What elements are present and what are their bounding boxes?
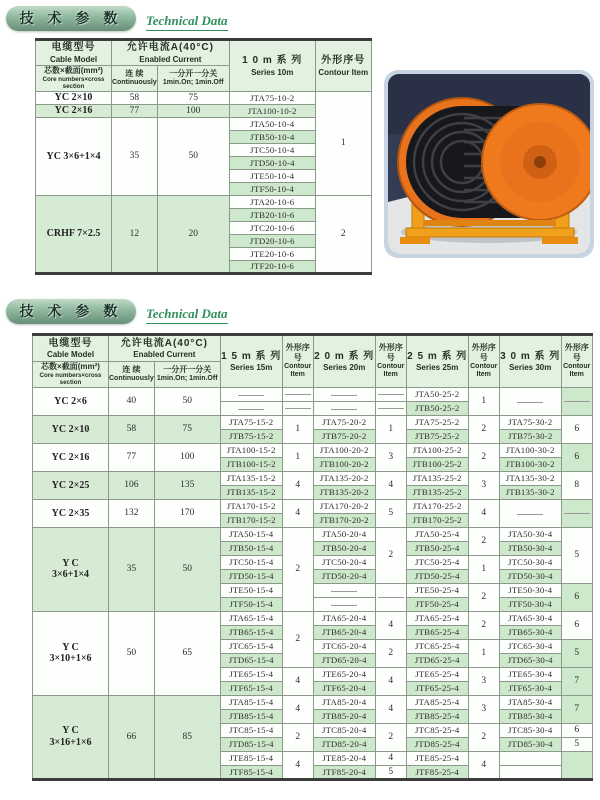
series-code-cell: JTB65-20-4 [313,625,375,639]
dash-placeholder [378,394,404,395]
onoff-current-cell: 100 [157,104,229,117]
col-header-continuously: 连 续 Continuously [112,66,158,92]
cable-model-cell: YC 2×10 [36,91,112,104]
dash-placeholder [564,513,590,514]
contour-item-cell [375,583,406,611]
series-code-cell: JTA85-20-4 [313,695,375,709]
dash-placeholder [331,395,357,396]
contour-item-cell: 2 [468,611,499,639]
contour-item-cell [561,387,592,415]
onoff-current-cell: 100 [154,443,220,471]
series-code-cell: JTA135-25-2 [406,471,468,485]
col-header-series: 2 0 m 系 列 Series 20m [313,335,375,388]
continuous-current-cell: 58 [112,91,158,104]
series-code-cell: JTA100-15-2 [220,443,282,457]
series-code-cell: JTA85-30-4 [499,695,561,709]
contour-item-cell: 2 [468,723,499,751]
series-code-cell [499,751,561,765]
series-code-cell: JTE85-20-4 [313,751,375,765]
dash-placeholder [564,401,590,402]
contour-item-cell: 4 [375,611,406,639]
series-code-cell [313,401,375,415]
series-code-cell: JTA65-15-4 [220,611,282,625]
cable-model-cell: YC 2×6 [33,387,109,415]
cable-model-cell: YC 2×25 [33,471,109,499]
series-code-cell: JTB50-15-4 [220,541,282,555]
col-header-on-off: 一分开一分关 1min.On; 1min.Off [157,66,229,92]
col-header-series: 1 5 m 系 列 Series 15m [220,335,282,388]
series-code-cell [499,499,561,527]
table-row [36,195,372,208]
series-code-cell: JTA170-15-2 [220,499,282,513]
contour-item-cell: 1 [468,387,499,415]
series-code-cell: JTA75-15-2 [220,415,282,429]
contour-item-cell: 6 [561,723,592,737]
contour-item-cell: 8 [561,471,592,499]
dash-placeholder [238,409,264,410]
contour-item-cell: 2 [282,611,313,667]
series-code-cell: JTC65-25-4 [406,639,468,653]
dash-placeholder [378,597,404,598]
series-code-cell: JTB85-20-4 [313,709,375,723]
series-code-cell: JTA65-30-4 [499,611,561,625]
contour-item-cell: 3 [468,667,499,695]
contour-item-cell: 5 [561,737,592,751]
contour-item-cell: 1 [282,415,313,443]
series-code-cell: JTB100-20-2 [313,457,375,471]
series-code-cell: JTA20-10-6 [229,195,315,208]
series-code-cell: JTB170-15-2 [220,513,282,527]
series-code-cell: JTD65-30-4 [499,653,561,667]
continuous-current-cell: 106 [109,471,155,499]
contour-item-cell: 1 [315,91,371,195]
technical-data-table-10m [35,38,372,275]
series-code-cell: JTB75-15-2 [220,429,282,443]
contour-item-cell: 4 [282,751,313,779]
cable-reel-illustration [384,70,594,258]
dash-placeholder [331,605,357,606]
series-code-cell: JTB135-20-2 [313,485,375,499]
table-row [33,471,593,485]
series-code-cell: JTA135-30-2 [499,471,561,485]
onoff-current-cell: 50 [157,117,229,195]
col-header-series: 2 5 m 系 列 Series 25m [406,335,468,388]
series-code-cell: JTD50-15-4 [220,569,282,583]
continuous-current-cell: 77 [109,443,155,471]
section-title-badge [6,6,136,31]
series-code-cell: JTE50-25-4 [406,583,468,597]
contour-item-cell: 5 [561,639,592,667]
series-code-cell: JTD85-25-4 [406,737,468,751]
series-code-cell: JTF50-15-4 [220,597,282,611]
series-code-cell: JTB85-15-4 [220,709,282,723]
contour-item-cell: 2 [282,723,313,751]
series-code-cell: JTF85-25-4 [406,765,468,779]
series-code-cell: JTD50-10-4 [229,156,315,169]
continuous-current-cell: 50 [109,611,155,695]
series-code-cell: JTA75-20-2 [313,415,375,429]
dash-placeholder [285,408,311,409]
series-code-cell [220,387,282,401]
series-code-cell: JTA170-25-2 [406,499,468,513]
series-code-cell [499,765,561,779]
section-title-zh: 技 术 参 数 [19,303,123,319]
contour-item-cell [561,751,592,779]
series-code-cell [313,597,375,611]
col-header-enabled-current: 允许电流A(40°C) Enabled Current [109,335,221,362]
series-code-cell: JTA85-25-4 [406,695,468,709]
cable-model-cell: Y C 3×6+1×4 [33,527,109,611]
contour-item-cell: 4 [282,499,313,527]
cable-model-cell: YC 2×16 [36,104,112,117]
series-code-cell: JTC85-25-4 [406,723,468,737]
series-code-cell [313,583,375,597]
series-code-cell: JTF50-30-4 [499,597,561,611]
contour-item-cell: 1 [468,639,499,667]
contour-item-cell: 6 [561,443,592,471]
col-header-cable-model: 电缆型号 Cable Model [36,40,112,66]
table-row [33,443,593,457]
series-code-cell: JTF85-15-4 [220,765,282,779]
series-code-cell: JTC20-10-6 [229,221,315,234]
series-code-cell [499,387,561,415]
onoff-current-cell: 20 [157,195,229,273]
series-code-cell: JTF50-25-4 [406,597,468,611]
series-code-cell: JTB75-30-2 [499,429,561,443]
series-code-cell: JTB135-25-2 [406,485,468,499]
series-code-cell: JTA100-25-2 [406,443,468,457]
series-code-cell: JTC65-20-4 [313,639,375,653]
onoff-current-cell: 75 [154,415,220,443]
series-code-cell: JTA135-20-2 [313,471,375,485]
contour-item-cell: 2 [375,639,406,667]
continuous-current-cell: 35 [109,527,155,611]
col-header-contour-item: 外形序号 Contour Item [282,335,313,388]
contour-item-cell: 5 [561,527,592,583]
contour-item-cell: 5 [375,765,406,779]
table-row [36,91,372,104]
series-code-cell: JTA75-30-2 [499,415,561,429]
series-code-cell: JTD65-20-4 [313,653,375,667]
series-code-cell: JTB100-15-2 [220,457,282,471]
col-header-on-off: 一分开一分关 1min.On; 1min.Off [154,362,220,388]
table-row [33,695,593,709]
series-code-cell: JTA50-15-4 [220,527,282,541]
contour-item-cell: 4 [375,471,406,499]
series-code-cell: JTA50-25-2 [406,387,468,401]
series-code-cell: JTA50-10-4 [229,117,315,130]
table-row [33,611,593,625]
series-code-cell: JTC65-30-4 [499,639,561,653]
section-title-zh: 技 术 参 数 [19,10,123,26]
continuous-current-cell: 66 [109,695,155,779]
contour-item-cell: 2 [468,583,499,611]
series-code-cell: JTB50-30-4 [499,541,561,555]
section-title-badge [6,299,136,324]
series-code-cell: JTB170-25-2 [406,513,468,527]
onoff-current-cell: 75 [157,91,229,104]
section-title-en: Technical Data [146,306,228,324]
series-code-cell: JTF65-25-4 [406,681,468,695]
dash-placeholder [238,395,264,396]
onoff-current-cell: 135 [154,471,220,499]
dash-placeholder [285,394,311,395]
series-code-cell: JTE65-30-4 [499,667,561,681]
series-code-cell: JTD50-25-4 [406,569,468,583]
section-title-en: Technical Data [146,13,228,31]
series-code-cell: JTA85-15-4 [220,695,282,709]
contour-item-cell: 4 [375,695,406,723]
series-code-cell: JTA50-25-4 [406,527,468,541]
series-code-cell: JTB50-25-2 [406,401,468,415]
series-code-cell: JTB135-30-2 [499,485,561,499]
col-header-continuously: 连 续 Continuously [109,362,155,388]
series-code-cell: JTB135-15-2 [220,485,282,499]
cable-model-cell: CRHF 7×2.5 [36,195,112,273]
contour-item-cell: 4 [468,499,499,527]
series-code-cell: JTB50-25-4 [406,541,468,555]
series-code-cell: JTB50-20-4 [313,541,375,555]
series-code-cell: JTC50-10-4 [229,143,315,156]
table-row [33,527,593,541]
continuous-current-cell: 132 [109,499,155,527]
series-code-cell: JTE20-10-6 [229,247,315,260]
series-code-cell: JTA50-20-4 [313,527,375,541]
series-code-cell: JTC50-30-4 [499,555,561,569]
series-code-cell: JTB75-25-2 [406,429,468,443]
contour-item-cell: 2 [468,443,499,471]
dash-placeholder [517,402,543,403]
contour-item-cell: 1 [375,415,406,443]
contour-item-cell: 4 [282,695,313,723]
series-code-cell: JTF65-15-4 [220,681,282,695]
onoff-current-cell: 170 [154,499,220,527]
contour-item-cell: 2 [375,723,406,751]
series-code-cell: JTE85-15-4 [220,751,282,765]
series-code-cell: JTD50-20-4 [313,569,375,583]
series-code-cell: JTB65-25-4 [406,625,468,639]
series-code-cell: JTA170-20-2 [313,499,375,513]
series-code-cell: JTD50-30-4 [499,569,561,583]
series-code-cell: JTC85-30-4 [499,723,561,737]
table-row [33,499,593,513]
series-code-cell: JTC50-25-4 [406,555,468,569]
contour-item-cell: 7 [561,667,592,695]
series-code-cell: JTF50-10-4 [229,182,315,195]
continuous-current-cell: 58 [109,415,155,443]
contour-item-cell: 2 [468,415,499,443]
series-code-cell: JTE65-20-4 [313,667,375,681]
series-code-cell: JTB100-25-2 [406,457,468,471]
series-code-cell: JTE50-15-4 [220,583,282,597]
series-code-cell: JTA135-15-2 [220,471,282,485]
col-header-enabled-current: 允许电流A(40°C) Enabled Current [112,40,230,66]
contour-item-cell: 1 [282,443,313,471]
contour-item-cell [375,401,406,415]
series-code-cell: JTA50-30-4 [499,527,561,541]
contour-item-cell: 4 [375,667,406,695]
contour-item-cell: 7 [561,695,592,723]
series-code-cell: JTB100-30-2 [499,457,561,471]
table-row [33,415,593,429]
series-code-cell: JTB65-15-4 [220,625,282,639]
contour-item-cell: 4 [282,667,313,695]
continuous-current-cell: 77 [112,104,158,117]
series-code-cell: JTB20-10-6 [229,208,315,221]
onoff-current-cell: 65 [154,611,220,695]
contour-item-cell: 4 [468,751,499,779]
cable-model-cell: YC 2×35 [33,499,109,527]
series-code-cell: JTB85-30-4 [499,709,561,723]
contour-item-cell: 4 [375,751,406,765]
contour-item-cell: 6 [561,583,592,611]
cable-model-cell: YC 3×6+1×4 [36,117,112,195]
series-code-cell: JTC65-15-4 [220,639,282,653]
series-code-cell: JTA75-10-2 [229,91,315,104]
series-code-cell: JTB65-30-4 [499,625,561,639]
contour-item-cell [282,401,313,415]
onoff-current-cell: 50 [154,527,220,611]
series-code-cell: JTE85-25-4 [406,751,468,765]
dash-placeholder [331,591,357,592]
series-code-cell: JTF20-10-6 [229,260,315,273]
series-code-cell: JTA100-20-2 [313,443,375,457]
series-code-cell: JTD85-30-4 [499,737,561,751]
continuous-current-cell: 40 [109,387,155,415]
series-code-cell: JTB50-10-4 [229,130,315,143]
dash-placeholder [331,409,357,410]
series-code-cell: JTC50-15-4 [220,555,282,569]
series-code-cell: JTA65-20-4 [313,611,375,625]
series-code-cell [313,387,375,401]
col-header-core-section: 芯数×截面(mm²) Core numbers×cross section [36,66,112,92]
series-code-cell: JTB170-20-2 [313,513,375,527]
col-header-core-section: 芯数×截面(mm²) Core numbers×cross section [33,362,109,388]
series-code-cell: JTA100-30-2 [499,443,561,457]
contour-item-cell: 4 [282,471,313,499]
contour-item-cell: 1 [468,555,499,583]
series-code-cell: JTD20-10-6 [229,234,315,247]
series-code-cell: JTD65-15-4 [220,653,282,667]
continuous-current-cell: 35 [112,117,158,195]
cable-model-cell: YC 2×16 [33,443,109,471]
cable-model-cell: Y C 3×10+1×6 [33,611,109,695]
technical-data-table-multi [32,333,593,781]
col-header-series: 1 0 m 系 列 Series 10m [229,40,315,92]
col-header-contour-item: 外形序号 Contour Item [315,40,371,92]
continuous-current-cell: 12 [112,195,158,273]
series-code-cell: JTB75-20-2 [313,429,375,443]
dash-placeholder [378,408,404,409]
contour-item-cell: 3 [468,695,499,723]
col-header-cable-model: 电缆型号 Cable Model [33,335,109,362]
onoff-current-cell: 85 [154,695,220,779]
contour-item-cell: 5 [375,499,406,527]
onoff-current-cell: 50 [154,387,220,415]
contour-item-cell: 2 [282,527,313,611]
series-code-cell: JTF65-20-4 [313,681,375,695]
series-code-cell [220,401,282,415]
series-code-cell: JTC50-20-4 [313,555,375,569]
series-code-cell: JTD85-20-4 [313,737,375,751]
series-code-cell: JTD85-15-4 [220,737,282,751]
contour-item-cell [375,387,406,401]
col-header-contour-item: 外形序号 Contour Item [375,335,406,388]
table-row [33,387,593,401]
col-header-contour-item: 外形序号 Contour Item [561,335,592,388]
dash-placeholder [517,514,543,515]
contour-item-cell [282,387,313,401]
series-code-cell: JTB85-25-4 [406,709,468,723]
cable-reel-photo [384,70,594,258]
series-code-cell: JTD65-25-4 [406,653,468,667]
contour-item-cell: 3 [375,443,406,471]
series-code-cell: JTE50-30-4 [499,583,561,597]
series-code-cell: JTE65-15-4 [220,667,282,681]
cable-model-cell: YC 2×10 [33,415,109,443]
contour-item-cell: 2 [315,195,371,273]
contour-item-cell: 6 [561,611,592,639]
series-code-cell: JTE50-10-4 [229,169,315,182]
contour-item-cell [561,499,592,527]
series-code-cell: JTA75-25-2 [406,415,468,429]
series-code-cell: JTF85-20-4 [313,765,375,779]
col-header-contour-item: 外形序号 Contour Item [468,335,499,388]
contour-item-cell: 2 [468,527,499,555]
series-code-cell: JTF65-30-4 [499,681,561,695]
series-code-cell: JTC85-15-4 [220,723,282,737]
contour-item-cell: 3 [468,471,499,499]
series-code-cell: JTA100-10-2 [229,104,315,117]
col-header-series: 3 0 m 系 列 Series 30m [499,335,561,388]
contour-item-cell: 6 [561,415,592,443]
series-code-cell: JTC85-20-4 [313,723,375,737]
series-code-cell: JTE65-25-4 [406,667,468,681]
cable-model-cell: Y C 3×16+1×6 [33,695,109,779]
series-code-cell: JTA65-25-4 [406,611,468,625]
contour-item-cell: 2 [375,527,406,583]
